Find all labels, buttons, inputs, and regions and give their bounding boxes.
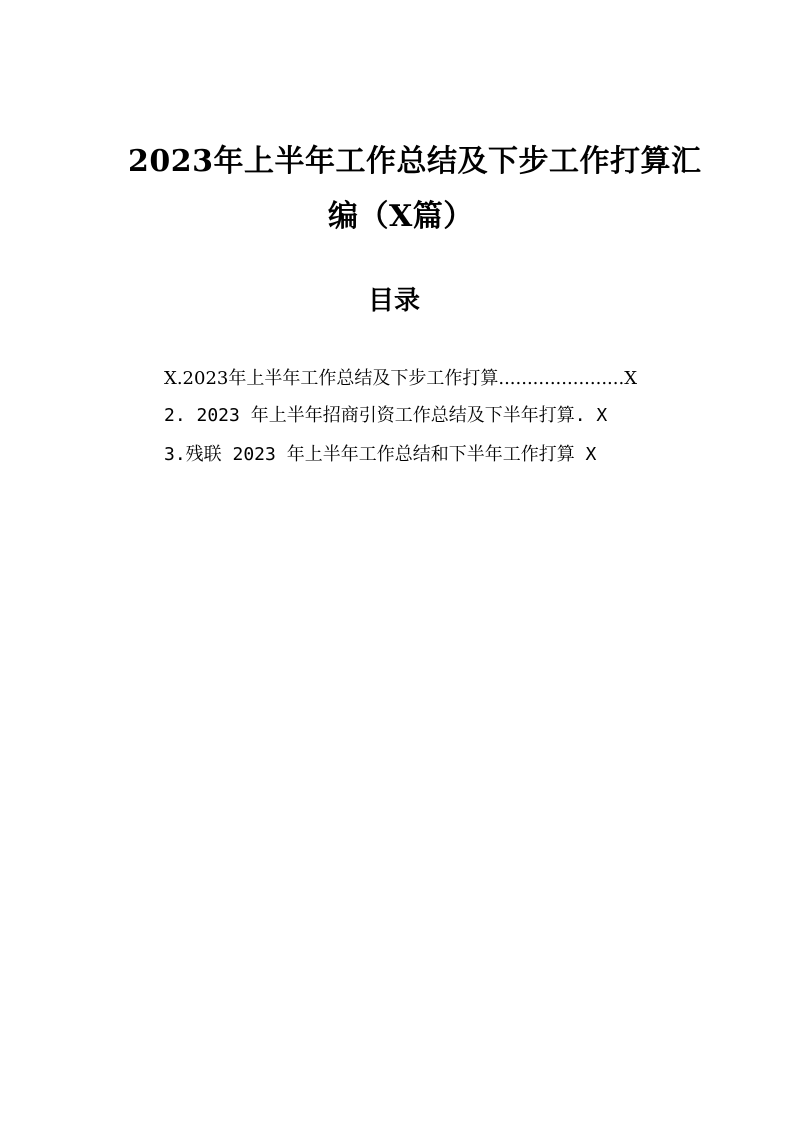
document-title-line-1: 2023年上半年工作总结及下步工作打算汇	[128, 144, 702, 179]
toc-entry-2-text: 2. 2023 年上半年招商引资工作总结及下半年打算.	[164, 405, 586, 426]
document-title-line-2: 编（X篇）	[328, 199, 474, 234]
toc-heading: 目录	[368, 286, 421, 316]
toc-entry-2[interactable]	[164, 401, 607, 427]
toc-entry-1-text: X.2023年上半年工作总结及下步工作打算	[164, 368, 499, 389]
toc-entry-1-leader: ......................	[498, 368, 625, 389]
toc-entry-2-page: X	[585, 405, 608, 426]
toc-entry-1[interactable]	[164, 364, 637, 390]
toc-entry-3-page: X	[574, 444, 597, 465]
toc-entry-1-page: X	[624, 368, 638, 389]
toc-entry-3[interactable]	[164, 440, 596, 466]
toc-entry-3-text: 3.残联 2023 年上半年工作总结和下半年工作打算	[164, 444, 575, 465]
